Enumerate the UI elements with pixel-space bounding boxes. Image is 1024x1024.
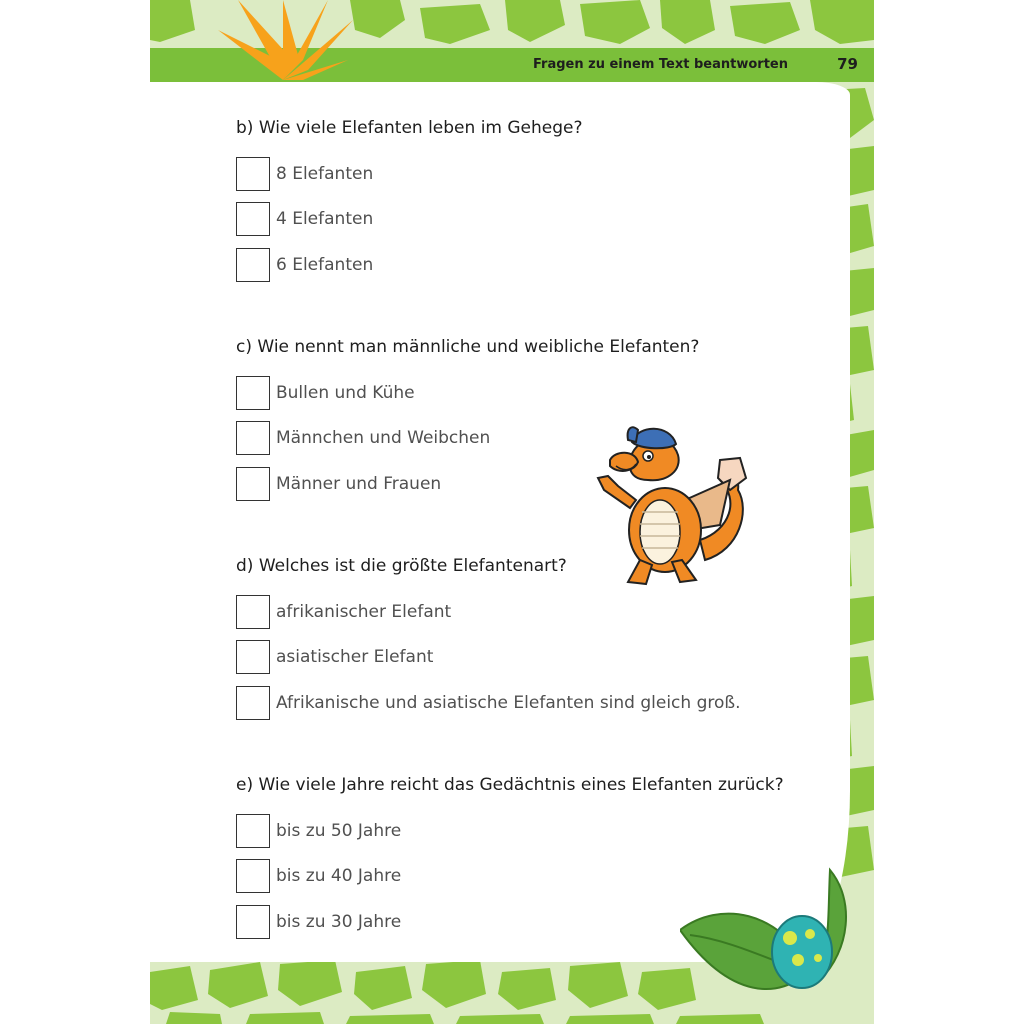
answer-checkbox[interactable] <box>236 814 270 848</box>
answer-label: bis zu 40 Jahre <box>276 866 402 886</box>
answer-label: 4 Elefanten <box>276 209 374 229</box>
answer-option[interactable] <box>236 594 451 630</box>
leaf-egg-decoration <box>680 860 874 1024</box>
answer-option[interactable] <box>236 685 741 721</box>
answer-checkbox[interactable] <box>236 421 270 455</box>
answer-label: bis zu 30 Jahre <box>276 912 402 932</box>
answer-checkbox[interactable] <box>236 376 270 410</box>
question-b: b) Wie viele Elefanten leben im Gehege? <box>236 118 583 138</box>
question-d: d) Welches ist die größte Elefantenart? <box>236 556 567 576</box>
answer-checkbox[interactable] <box>236 859 270 893</box>
question-e: e) Wie viele Jahre reicht das Gedächtnis eines Elefanten zurück? <box>236 775 784 795</box>
answer-checkbox[interactable] <box>236 640 270 674</box>
answer-label: 8 Elefanten <box>276 164 374 184</box>
answer-label: Bullen und Kühe <box>276 383 415 403</box>
answer-label: asiatischer Elefant <box>276 647 434 667</box>
answer-checkbox[interactable] <box>236 202 270 236</box>
answer-option[interactable] <box>236 156 373 192</box>
answer-option[interactable] <box>236 639 433 675</box>
page-number: 79 <box>837 55 858 73</box>
answer-checkbox[interactable] <box>236 905 270 939</box>
answer-checkbox[interactable] <box>236 686 270 720</box>
dragon-mascot-illustration <box>590 420 765 595</box>
answer-label: afrikanischer Elefant <box>276 602 452 622</box>
answer-checkbox[interactable] <box>236 248 270 282</box>
answer-option[interactable] <box>236 813 401 849</box>
answer-option[interactable] <box>236 375 415 411</box>
answer-checkbox[interactable] <box>236 157 270 191</box>
workbook-page <box>150 0 874 1024</box>
answer-option[interactable] <box>236 466 441 502</box>
question-c: c) Wie nennt man männliche und weibliche Elefanten? <box>236 337 700 357</box>
answer-label: Afrikanische und asiatische Elefanten sind gleich groß. <box>276 693 741 713</box>
answer-checkbox[interactable] <box>236 467 270 501</box>
answer-option[interactable] <box>236 420 490 456</box>
answer-option[interactable] <box>236 904 401 940</box>
answer-option[interactable] <box>236 247 373 283</box>
answer-option[interactable] <box>236 858 401 894</box>
answer-label: bis zu 50 Jahre <box>276 821 402 841</box>
answer-label: Männchen und Weibchen <box>276 428 491 448</box>
answer-label: 6 Elefanten <box>276 255 374 275</box>
answer-option[interactable] <box>236 201 373 237</box>
answer-label: Männer und Frauen <box>276 474 442 494</box>
answer-checkbox[interactable] <box>236 595 270 629</box>
orange-flower-decoration <box>208 0 358 90</box>
section-title: Fragen zu einem Text beantworten <box>533 57 788 72</box>
